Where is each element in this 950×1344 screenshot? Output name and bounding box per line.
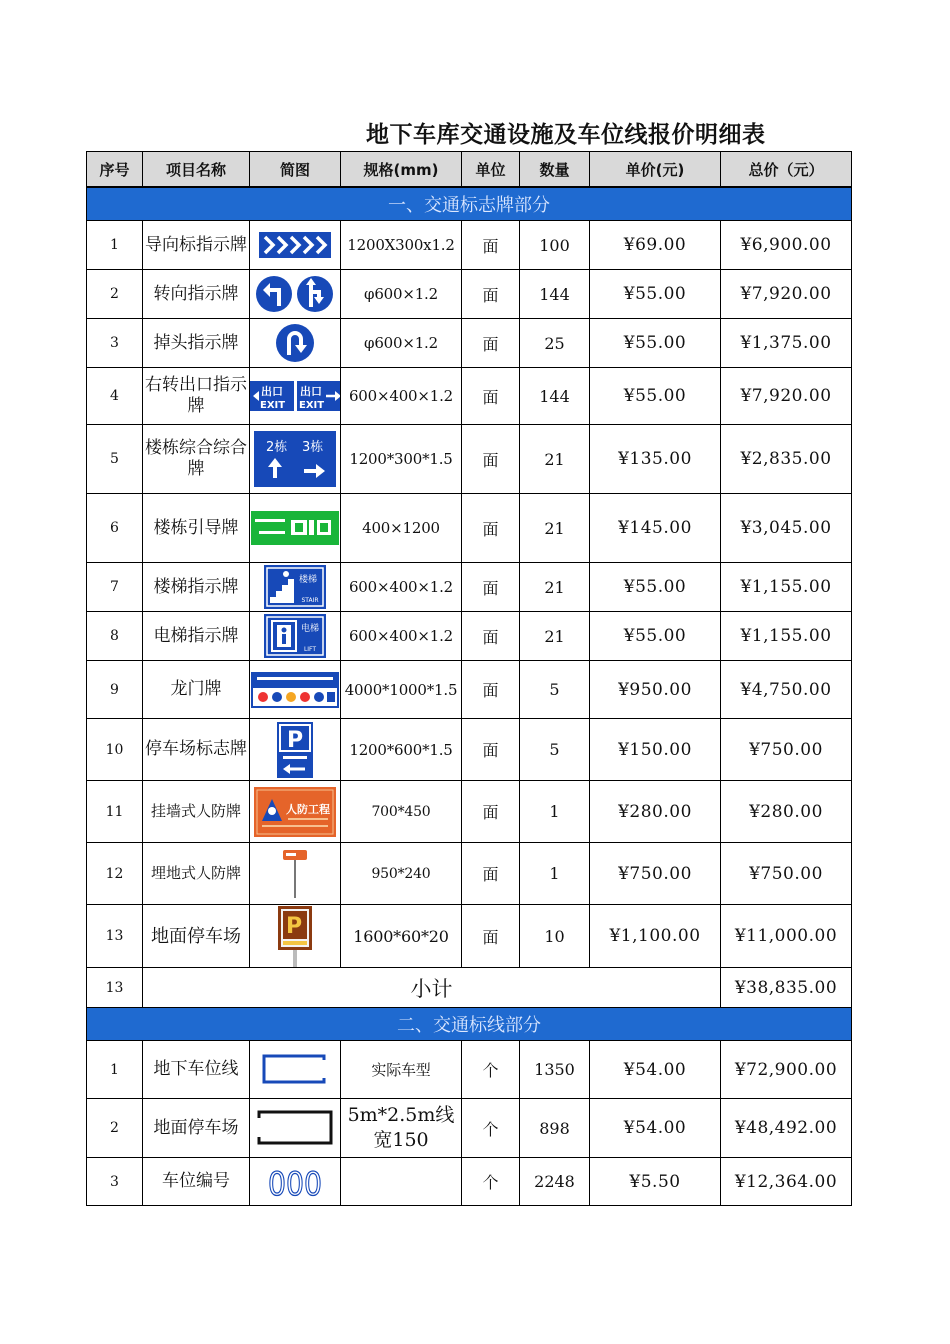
row-qty: 5 [520, 661, 590, 719]
row-unit-price: ¥1,100.00 [590, 905, 721, 968]
row-name: 地下车位线 [143, 1041, 250, 1099]
table-row [87, 843, 852, 905]
row-unit: 个 [462, 1099, 520, 1158]
svg-text:EXIT: EXIT [299, 400, 325, 411]
subtotal-row [87, 968, 852, 1008]
row-name: 地面停车场 [143, 905, 250, 968]
row-unit: 面 [462, 905, 520, 968]
row-unit: 面 [462, 270, 520, 319]
row-spec: 1200*300*1.5 [341, 425, 462, 494]
chevron-arrows-sign-icon [250, 232, 340, 258]
quote-table [86, 151, 852, 1206]
row-unit-price: ¥69.00 [590, 221, 721, 270]
row-diagram [250, 781, 341, 843]
table-row [87, 661, 852, 719]
row-total-price: ¥1,155.00 [721, 563, 852, 612]
underground-parking-line-icon [250, 1054, 340, 1086]
section-row-signs [87, 187, 852, 221]
row-unit-price: ¥750.00 [590, 843, 721, 905]
row-no: 10 [87, 719, 143, 781]
row-spec: 600×400×1.2 [341, 563, 462, 612]
svg-text:出口: 出口 [261, 385, 283, 398]
table-row [87, 1158, 852, 1206]
row-diagram [250, 843, 341, 905]
row-qty: 2248 [520, 1158, 590, 1206]
table-row [87, 905, 852, 968]
row-total-price: ¥11,000.00 [721, 905, 852, 968]
row-name: 埋地式人防牌 [143, 843, 250, 905]
row-spec: 700*450 [341, 781, 462, 843]
row-spec: 1600*60*20 [341, 905, 462, 968]
row-unit-price: ¥55.00 [590, 368, 721, 425]
table-row [87, 368, 852, 425]
row-unit-price: ¥135.00 [590, 425, 721, 494]
row-no: 12 [87, 843, 143, 905]
row-unit-price: ¥150.00 [590, 719, 721, 781]
stairs-sign-icon [250, 565, 340, 609]
row-qty: 100 [520, 221, 590, 270]
row-no: 2 [87, 270, 143, 319]
row-unit: 个 [462, 1041, 520, 1099]
row-no: 9 [87, 661, 143, 719]
svg-text:STAIR: STAIR [301, 597, 319, 604]
row-name: 导向标指示牌 [143, 221, 250, 270]
row-spec: 950*240 [341, 843, 462, 905]
svg-text:2栋: 2栋 [266, 440, 288, 455]
ground-parking-sign-icon [250, 905, 340, 967]
header-unit: 单位 [462, 152, 520, 188]
header-name: 项目名称 [143, 152, 250, 188]
elevator-sign-icon [250, 614, 340, 658]
row-qty: 21 [520, 425, 590, 494]
row-diagram [250, 1099, 341, 1158]
row-diagram [250, 221, 341, 270]
svg-text:P: P [286, 727, 304, 753]
row-name: 楼梯指示牌 [143, 563, 250, 612]
row-spec: 600×400×1.2 [341, 368, 462, 425]
row-qty: 898 [520, 1099, 590, 1158]
row-unit-price: ¥950.00 [590, 661, 721, 719]
row-spec: 1200*600*1.5 [341, 719, 462, 781]
row-no: 3 [87, 319, 143, 368]
subtotal-label: 小计 [143, 968, 721, 1008]
u-turn-sign-icon [250, 322, 340, 364]
table-row [87, 270, 852, 319]
row-no: 4 [87, 368, 143, 425]
row-unit: 面 [462, 719, 520, 781]
row-diagram [250, 368, 341, 425]
svg-text:出口: 出口 [300, 385, 322, 398]
row-spec [341, 1158, 462, 1206]
row-qty: 1 [520, 781, 590, 843]
row-total-price: ¥4,750.00 [721, 661, 852, 719]
ground-parking-line-icon [250, 1110, 340, 1146]
row-unit-price: ¥280.00 [590, 781, 721, 843]
row-no: 1 [87, 1041, 143, 1099]
row-total-price: ¥750.00 [721, 843, 852, 905]
row-unit: 面 [462, 319, 520, 368]
row-qty: 144 [520, 368, 590, 425]
row-name: 车位编号 [143, 1158, 250, 1206]
row-qty: 144 [520, 270, 590, 319]
row-unit: 面 [462, 368, 520, 425]
subtotal-no: 13 [87, 968, 143, 1008]
row-diagram [250, 905, 341, 968]
row-name: 掉头指示牌 [143, 319, 250, 368]
row-total-price: ¥1,155.00 [721, 612, 852, 661]
row-unit: 面 [462, 494, 520, 563]
row-no: 5 [87, 425, 143, 494]
row-diagram [250, 494, 341, 563]
row-diagram [250, 563, 341, 612]
row-no: 3 [87, 1158, 143, 1206]
row-unit-price: ¥55.00 [590, 563, 721, 612]
row-name: 转向指示牌 [143, 270, 250, 319]
row-unit: 面 [462, 843, 520, 905]
row-diagram [250, 719, 341, 781]
civil-defense-wall-sign-icon [250, 787, 340, 837]
row-diagram [250, 1158, 341, 1206]
row-diagram [250, 612, 341, 661]
header-no: 序号 [87, 152, 143, 188]
svg-text:000: 000 [268, 1164, 322, 1199]
turn-direction-signs-icon [250, 274, 340, 314]
table-row [87, 563, 852, 612]
row-name: 楼栋引导牌 [143, 494, 250, 563]
civil-defense-post-sign-icon [250, 848, 340, 900]
table-row [87, 494, 852, 563]
svg-text:LIFT: LIFT [303, 646, 317, 653]
row-no: 6 [87, 494, 143, 563]
row-unit: 面 [462, 425, 520, 494]
row-name: 电梯指示牌 [143, 612, 250, 661]
row-unit-price: ¥55.00 [590, 319, 721, 368]
row-total-price: ¥72,900.00 [721, 1041, 852, 1099]
row-no: 1 [87, 221, 143, 270]
table-row [87, 1099, 852, 1158]
row-no: 8 [87, 612, 143, 661]
row-total-price: ¥1,375.00 [721, 319, 852, 368]
row-unit: 面 [462, 661, 520, 719]
header-diagram: 简图 [250, 152, 341, 188]
row-diagram [250, 1041, 341, 1099]
table-row [87, 425, 852, 494]
header-spec: 规格(mm) [341, 152, 462, 188]
row-total-price: ¥3,045.00 [721, 494, 852, 563]
row-qty: 25 [520, 319, 590, 368]
table-row [87, 612, 852, 661]
gantry-sign-icon [250, 672, 340, 708]
row-qty: 5 [520, 719, 590, 781]
row-spec: φ600×1.2 [341, 319, 462, 368]
row-unit-price: ¥54.00 [590, 1041, 721, 1099]
header-total-price: 总价（元） [721, 152, 852, 188]
row-spec: 400×1200 [341, 494, 462, 563]
row-name: 停车场标志牌 [143, 719, 250, 781]
row-unit-price: ¥5.50 [590, 1158, 721, 1206]
row-qty: 21 [520, 494, 590, 563]
row-diagram [250, 270, 341, 319]
row-qty: 1350 [520, 1041, 590, 1099]
row-diagram [250, 425, 341, 494]
row-unit: 面 [462, 221, 520, 270]
row-no: 13 [87, 905, 143, 968]
section-row-markings [87, 1008, 852, 1041]
row-name: 楼栋综合综合牌 [143, 425, 250, 494]
table-header-row [87, 152, 852, 188]
row-no: 11 [87, 781, 143, 843]
row-spec: φ600×1.2 [341, 270, 462, 319]
row-unit: 面 [462, 563, 520, 612]
parking-number-icon [250, 1165, 340, 1199]
svg-text:3栋: 3栋 [302, 440, 324, 455]
row-name: 龙门牌 [143, 661, 250, 719]
row-spec: 5m*2.5m线宽150 [341, 1099, 462, 1158]
row-spec: 实际车型 [341, 1041, 462, 1099]
row-total-price: ¥12,364.00 [721, 1158, 852, 1206]
row-total-price: ¥750.00 [721, 719, 852, 781]
section-title: 二、交通标线部分 [87, 1008, 852, 1041]
row-qty: 1 [520, 843, 590, 905]
green-guide-sign-icon [250, 511, 340, 545]
svg-text:楼梯: 楼梯 [298, 575, 318, 585]
row-unit: 面 [462, 612, 520, 661]
table-row [87, 221, 852, 270]
row-unit: 个 [462, 1158, 520, 1206]
table-row [87, 1041, 852, 1099]
row-spec: 4000*1000*1.5 [341, 661, 462, 719]
row-spec: 1200X300x1.2 [341, 221, 462, 270]
row-unit-price: ¥54.00 [590, 1099, 721, 1158]
header-unit-price: 单价(元) [590, 152, 721, 188]
row-qty: 10 [520, 905, 590, 968]
row-name: 挂墙式人防牌 [143, 781, 250, 843]
row-unit-price: ¥145.00 [590, 494, 721, 563]
row-no: 7 [87, 563, 143, 612]
row-total-price: ¥48,492.00 [721, 1099, 852, 1158]
building-guide-sign-icon [250, 431, 340, 487]
row-total-price: ¥280.00 [721, 781, 852, 843]
row-unit-price: ¥55.00 [590, 612, 721, 661]
row-total-price: ¥7,920.00 [721, 368, 852, 425]
table-row [87, 781, 852, 843]
row-diagram [250, 319, 341, 368]
page-title: 地下车库交通设施及车位线报价明细表 [366, 122, 766, 148]
table-row [87, 319, 852, 368]
row-unit: 面 [462, 781, 520, 843]
header-qty: 数量 [520, 152, 590, 188]
section-title: 一、交通标志牌部分 [87, 187, 852, 221]
svg-text:P: P [285, 914, 303, 939]
svg-text:EXIT: EXIT [260, 400, 286, 411]
row-qty: 21 [520, 563, 590, 612]
row-no: 2 [87, 1099, 143, 1158]
row-total-price: ¥2,835.00 [721, 425, 852, 494]
row-total-price: ¥7,920.00 [721, 270, 852, 319]
table-row [87, 719, 852, 781]
row-spec: 600×400×1.2 [341, 612, 462, 661]
svg-text:电梯: 电梯 [300, 624, 320, 634]
row-unit-price: ¥55.00 [590, 270, 721, 319]
svg-text:人防工程: 人防工程 [286, 802, 330, 816]
subtotal-total: ¥38,835.00 [721, 968, 852, 1008]
row-name: 地面停车场 [143, 1099, 250, 1158]
row-qty: 21 [520, 612, 590, 661]
parking-sign-icon [250, 722, 340, 778]
row-name: 右转出口指示牌 [143, 368, 250, 425]
row-diagram [250, 661, 341, 719]
row-total-price: ¥6,900.00 [721, 221, 852, 270]
exit-signs-icon [250, 380, 340, 412]
